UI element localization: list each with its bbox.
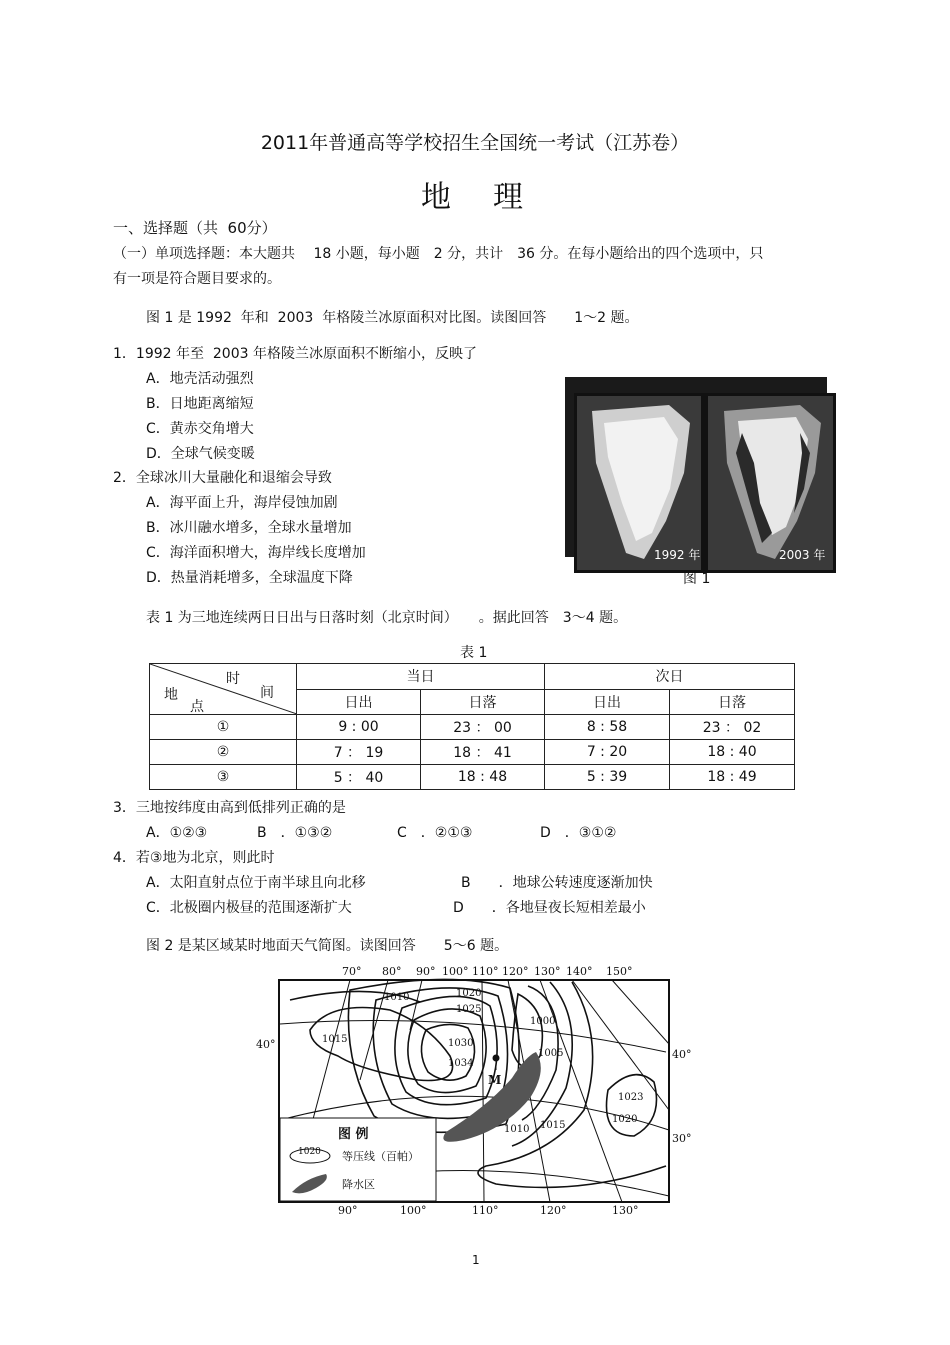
sunset-day2-cell: 23 ： 02 — [670, 715, 795, 740]
q4-stem: 4．若③地为北京，则此时 — [113, 850, 275, 866]
header-sunrise-2: 日出 — [545, 689, 670, 715]
isobar-label: 1010 — [504, 1124, 530, 1135]
fig2-intro: 图 2 是某区域某时地面天气简图。读图回答 5～6 题。 — [146, 938, 509, 954]
isobar-label: 1023 — [618, 1092, 644, 1103]
lon-label-bottom: 90° — [338, 1204, 358, 1217]
lon-label-top: 90° — [416, 965, 436, 978]
q3-option-a: A．①②③ — [146, 825, 208, 841]
table1-caption: 表 1 — [460, 645, 488, 661]
sunset-day1-cell: 23 ： 00 — [421, 715, 545, 740]
lat-label-right: 40° — [672, 1048, 692, 1061]
lon-label-top: 110° — [472, 965, 499, 978]
sunrise-day1-cell: 7 ： 19 — [297, 740, 421, 765]
table-row — [150, 740, 795, 765]
q4-option-c: C．北极圈内极昼的范围逐渐扩大 — [146, 900, 352, 916]
sunset-day1-cell: 18 ： 41 — [421, 740, 545, 765]
q2-option-b: B．冰川融水增多，全球水量增加 — [146, 520, 352, 536]
greenland-images — [574, 393, 836, 573]
lon-label-top: 150° — [606, 965, 633, 978]
legend-isobar-label: 等压线（百帕） — [342, 1150, 419, 1163]
header-sunset-1: 日落 — [421, 689, 545, 715]
q1-option-d: D．全球气候变暖 — [146, 446, 255, 462]
fig1-label-2003: 2003 年 — [778, 548, 826, 562]
place-cell: ② — [150, 740, 297, 765]
isobar-label: 1025 — [456, 1004, 482, 1015]
q3-option-b: B ．①③② — [257, 825, 333, 841]
q2-stem: 2．全球冰川大量融化和退缩会导致 — [113, 470, 332, 486]
header-sunset-2: 日落 — [670, 689, 795, 715]
place-cell: ① — [150, 715, 297, 740]
isobar-label: 1034 — [448, 1058, 474, 1069]
table-corner-cell — [150, 664, 297, 715]
lon-label-top: 120° — [502, 965, 529, 978]
sunrise-sunset-table — [149, 663, 795, 790]
isobar-label: 1020 — [612, 1114, 638, 1125]
lon-label-top: 140° — [566, 965, 593, 978]
header-day1: 当日 — [297, 664, 545, 690]
table-row — [150, 715, 795, 740]
q3-option-d: D ．③①② — [540, 825, 617, 841]
lon-label-top: 80° — [382, 965, 402, 978]
lon-label-bottom: 100° — [400, 1204, 427, 1217]
point-m-label: M — [488, 1073, 502, 1087]
sunset-day2-cell: 18 : 49 — [670, 765, 795, 790]
header-day2: 次日 — [545, 664, 795, 690]
lon-label-bottom: 110° — [472, 1204, 499, 1217]
isobar-label: 1020 — [456, 988, 482, 999]
q3-option-c: C ．②①③ — [397, 825, 473, 841]
sunrise-day1-cell: 9 : 00 — [297, 715, 421, 740]
lon-label-bottom: 120° — [540, 1204, 567, 1217]
legend-title: 图 例 — [338, 1127, 369, 1142]
q2-option-d: D．热量消耗增多，全球温度下降 — [146, 570, 353, 586]
q3-stem: 3．三地按纬度由高到低排列正确的是 — [113, 800, 346, 816]
weather-map — [250, 960, 710, 1222]
table1-intro: 表 1 为三地连续两日日出与日落时刻（北京时间） 。据此回答 3～4 题。 — [146, 610, 628, 626]
isobar-label: 1000 — [530, 1016, 556, 1027]
exam-title: 2011年普通高等学校招生全国统一考试（江苏卷） — [260, 132, 690, 154]
isobar-label: 1015 — [540, 1120, 566, 1131]
legend-isobar-sample: 1020 — [298, 1147, 321, 1157]
sunrise-day2-cell: 5 : 39 — [545, 765, 670, 790]
isobar-label: 1010 — [384, 992, 410, 1003]
lon-label-bottom: 130° — [612, 1204, 639, 1217]
q1-option-a: A．地壳活动强烈 — [146, 371, 254, 387]
place-cell: ③ — [150, 765, 297, 790]
table-row — [150, 765, 795, 790]
fig1-label-1992: 1992 年 — [653, 548, 701, 562]
sunrise-day1-cell: 5 ： 40 — [297, 765, 421, 790]
sunset-day2-cell: 18 : 40 — [670, 740, 795, 765]
subject-title: 地 理 — [421, 180, 529, 215]
corner-label-place-1: 地 — [164, 687, 178, 703]
fig1-caption: 图 1 — [683, 571, 711, 587]
lon-label-top: 100° — [442, 965, 469, 978]
greenland-comparison-figure — [565, 377, 827, 562]
lon-label-top: 70° — [342, 965, 362, 978]
q1-stem: 1．1992 年至 2003 年格陵兰冰原面积不断缩小，反映了 — [113, 346, 477, 362]
q1-option-c: C．黄赤交角增大 — [146, 421, 254, 437]
q4-option-d: D ．各地昼夜长短相差最小 — [453, 900, 646, 916]
section-instruction-2: 有一项是符合题目要求的。 — [113, 271, 281, 287]
isobar-label: 1015 — [322, 1034, 348, 1045]
lat-label-left: 40° — [256, 1038, 276, 1051]
isobar-label: 1030 — [448, 1038, 474, 1049]
fig1-intro: 图 1 是 1992 年和 2003 年格陵兰冰原面积对比图。读图回答 1～2 题。 — [146, 310, 639, 326]
corner-label-time-2: 间 — [260, 685, 274, 701]
isobar-label: 1005 — [538, 1048, 564, 1059]
q4-option-a: A．太阳直射点位于南半球且向北移 — [146, 875, 366, 891]
page-number: 1 — [472, 1253, 480, 1267]
sunrise-day2-cell: 8 : 58 — [545, 715, 670, 740]
header-sunrise-1: 日出 — [297, 689, 421, 715]
sunrise-day2-cell: 7 : 20 — [545, 740, 670, 765]
lon-label-top: 130° — [534, 965, 561, 978]
sunset-day1-cell: 18 : 48 — [421, 765, 545, 790]
q1-option-b: B．日地距离缩短 — [146, 396, 254, 412]
q4-option-b: B ．地球公转速度逐渐加快 — [461, 875, 653, 891]
q2-option-c: C．海洋面积增大，海岸线长度增加 — [146, 545, 366, 561]
corner-label-time-1: 时 — [226, 671, 240, 687]
lat-label-right: 30° — [672, 1132, 692, 1145]
section-heading: 一、选择题（共 60分） — [113, 219, 277, 237]
section-instruction-1: （一）单项选择题：本大题共 18 小题，每小题 2 分，共计 36 分。在每小题给出的四个选项中，只 — [113, 246, 764, 262]
q2-option-a: A．海平面上升，海岸侵蚀加剧 — [146, 495, 338, 511]
corner-label-place-2: 点 — [190, 699, 204, 715]
legend-rain-label: 降水区 — [342, 1178, 375, 1191]
